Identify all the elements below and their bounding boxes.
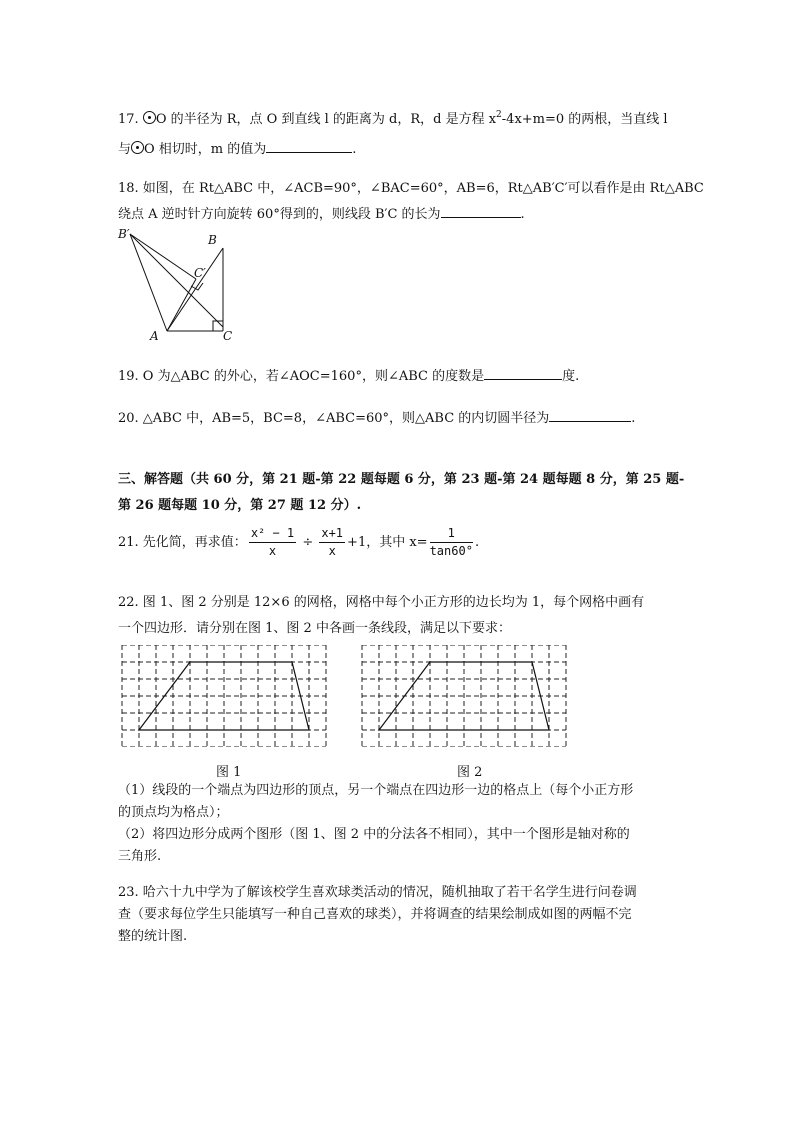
question-20 (118, 406, 678, 432)
grid-figure-1 (118, 645, 328, 747)
segment-b-prime-a (130, 234, 167, 331)
q21-end: . (474, 535, 480, 550)
q22-line-2: 一个四边形．请分别在图 1、图 2 中各画一条线段，满足以下要求： (118, 621, 511, 636)
q21-fraction-2-numerator: x+1 (319, 525, 345, 543)
q23-line-1: 23. 哈六十九中学为了解该校学生喜欢球类活动的情况，随机抽取了若干名学生进行问卷调 (118, 885, 637, 900)
figure-1-caption: 图 1 (216, 765, 242, 780)
q17-text-4: O 相切时，m 的值为 (144, 142, 267, 157)
question-21 (118, 521, 678, 565)
q22-req2-line-2: 三角形. (118, 849, 162, 864)
q23-line-2: 查（要求每位学生只能填写一种自己喜欢的球类），并将调查的结果绘制成如图的两幅不完 (118, 907, 632, 922)
q19-end: 度. (562, 369, 580, 384)
section-3-line-1: 三、解答题（共 60 分，第 21 题-第 22 题每题 6 分，第 23 题-第 24 题每题 8 分，第 25 题- (118, 472, 685, 487)
segment-b-prime-c-prime (130, 234, 196, 279)
q21-plus: +1，其中 x= (347, 535, 428, 550)
label-b: B (208, 233, 217, 247)
question-17 (118, 107, 678, 163)
circle-dot-icon (131, 141, 144, 154)
q21-fraction-1-numerator: x² − 1 (249, 525, 296, 543)
question-23 (118, 882, 678, 948)
q22-req2-line-1: （2）将四边形分成两个图形（图 1、图 2 中的分法各不相同），其中一个图形是轴对称的 (118, 827, 630, 842)
question-18 (118, 176, 704, 228)
q21-fraction-1-denominator: x (268, 544, 277, 558)
q22-req1-line-2: 的顶点均为格点）； (118, 805, 229, 820)
q21-fraction-3 (430, 525, 473, 560)
grid-figure-2 (358, 645, 568, 747)
q21-fraction-3-numerator: 1 (430, 525, 473, 543)
question-22 (118, 590, 678, 642)
label-c: C (223, 329, 233, 343)
q23-line-3: 整的统计图. (118, 929, 188, 944)
q17-exponent: 2 (496, 110, 502, 120)
q17-text-2: -4x+m=0 的两根，当直线 l (501, 112, 668, 127)
q19-text: 19. O 为△ABC 的外心，若∠AOC=160°，则∠ABC 的度数是 (118, 369, 485, 384)
q17-text-3: 与 (118, 142, 132, 157)
grid-lines-2 (362, 645, 566, 747)
q20-text: 20. △ABC 中，AB=5，BC=8，∠ABC=60°，则△ABC 的内切圆半径为 (118, 411, 550, 426)
label-b-prime: B′ (118, 227, 130, 241)
q18-answer-blank (441, 203, 521, 218)
q21-fraction-3-denominator: tan60° (429, 544, 473, 558)
q19-answer-blank (484, 365, 562, 380)
q21-fraction-2-denominator: x (328, 544, 336, 558)
rotated-triangle-figure (112, 224, 242, 344)
section-3-line-2: 第 26 题每题 10 分，第 27 题 12 分）. (118, 498, 362, 513)
q21-fraction-1 (249, 525, 296, 560)
q22-req1-line-1: （1）线段的一个端点为四边形的顶点，另一个端点在四边形一边的格点上（每个小正方形 (118, 783, 634, 798)
label-c-prime: C′ (194, 266, 206, 280)
q17-answer-blank (266, 138, 352, 153)
label-a: A (150, 329, 159, 343)
q18-line-2: 绕点 A 逆时针方向旋转 60°得到的，则线段 B′C 的长为 (118, 207, 441, 222)
q21-divide: ÷ (302, 535, 314, 550)
section-3-heading (118, 467, 685, 519)
grid-lines-1 (122, 645, 326, 747)
q22-line-1: 22. 图 1、图 2 分别是 12×6 的网格，网格中每个小正方形的边长均为 1，每个网格中画有 (118, 595, 645, 610)
q17-number: 17. (118, 112, 139, 127)
q18-end: . (520, 207, 525, 222)
circle-dot-icon (143, 111, 156, 124)
q17-text-1: O 的半径为 R，点 O 到直线 l 的距离为 d，R，d 是方程 x (155, 112, 497, 127)
q18-line-1: 18. 如图，在 Rt△ABC 中，∠ACB=90°，∠BAC=60°，AB=6，Rt△AB′C′可以看作是由 Rt△ABC (118, 181, 704, 196)
figure-2-caption: 图 2 (457, 765, 483, 780)
q17-end: . (352, 142, 357, 157)
q21-fraction-2 (319, 525, 345, 560)
question-19 (118, 364, 678, 390)
question-22-requirements (118, 780, 678, 868)
q20-answer-blank (549, 407, 631, 422)
q20-end: . (631, 411, 636, 426)
q21-prefix: 21. 先化简，再求值： (118, 535, 247, 550)
